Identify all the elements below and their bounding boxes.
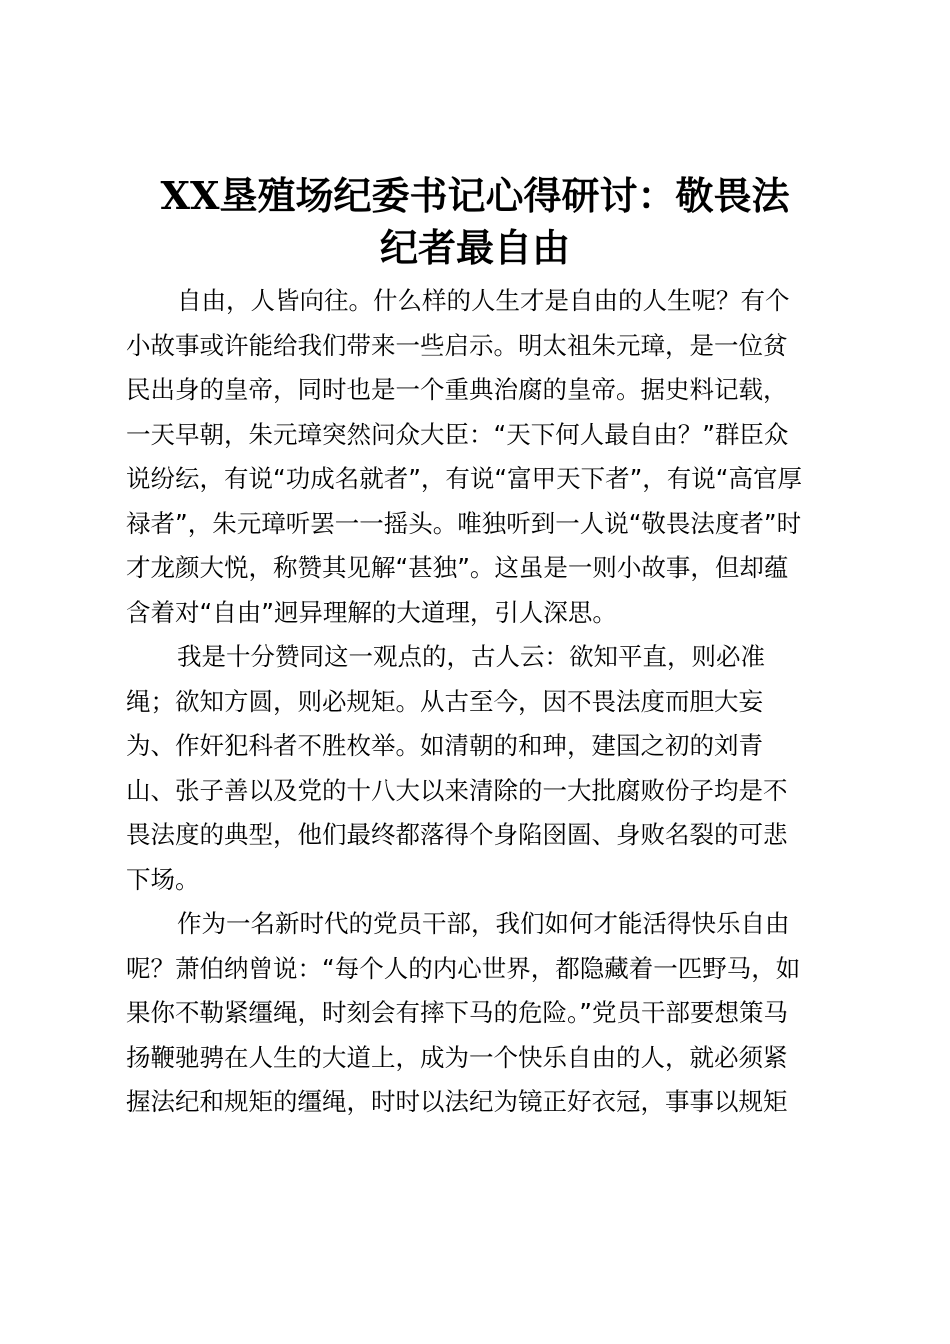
title-line: 纪者最自由 [379, 225, 570, 270]
text-line: 禄者”，朱元璋听罢一一摇头。唯独听到一人说“敬畏法度者”时 [126, 508, 802, 538]
text-line: 绳；欲知方圆，则必规矩。从古至今，因不畏法度而胆大妄 [126, 686, 763, 716]
text-line: 下场。 [126, 864, 200, 894]
paragraph [126, 902, 846, 1125]
title-line: XX垦殖场纪委书记心得研讨：敬畏法 [160, 173, 790, 218]
text-line: 含着对“自由”迥异理解的大道理，引人深思。 [126, 597, 617, 627]
text-line: 山、张子善以及党的十八大以来清除的一大批腐败份子均是不 [126, 775, 788, 805]
text-line: 一天早朝，朱元璋突然问众大臣：“天下何人最自由？”群臣众 [126, 419, 789, 449]
text-line: 才龙颜大悦，称赞其见解“甚独”。这虽是一则小故事，但却蕴 [126, 553, 789, 582]
paragraph [126, 279, 846, 635]
text-line: 说纷纭，有说“功成名就者”，有说“富甲天下者”，有说“高官厚 [126, 464, 802, 493]
text-line: 自由，人皆向往。什么样的人生才是自由的人生呢？有个 [177, 286, 790, 315]
text-line: 握法纪和规矩的缰绳，时时以法纪为镜正好衣冠，事事以规矩 [126, 1087, 788, 1116]
text-line: 民出身的皇帝，同时也是一个重典治腐的皇帝。据史料记载， [126, 375, 788, 404]
document-title [120, 170, 830, 274]
text-line: 果你不勒紧缰绳，时刻会有摔下马的危险。”党员干部要想策马 [126, 998, 788, 1027]
document-body [126, 279, 846, 1125]
text-line: 我是十分赞同这一观点的，古人云：欲知平直，则必准 [177, 642, 765, 671]
text-line: 作为一名新时代的党员干部，我们如何才能活得快乐自由 [177, 909, 790, 938]
text-line: 小故事或许能给我们带来一些启示。明太祖朱元璋，是一位贫 [126, 330, 788, 360]
text-line: 扬鞭驰骋在人生的大道上，成为一个快乐自由的人，就必须紧 [126, 1042, 788, 1072]
text-line: 畏法度的典型，他们最终都落得个身陷囹圄、身败名裂的可悲 [126, 820, 788, 849]
text-line: 呢？萧伯纳曾说：“每个人的内心世界，都隐藏着一匹野马，如 [126, 953, 801, 983]
paragraph [126, 635, 846, 902]
text-line: 为、作奸犯科者不胜枚举。如清朝的和珅，建国之初的刘青 [126, 731, 763, 760]
